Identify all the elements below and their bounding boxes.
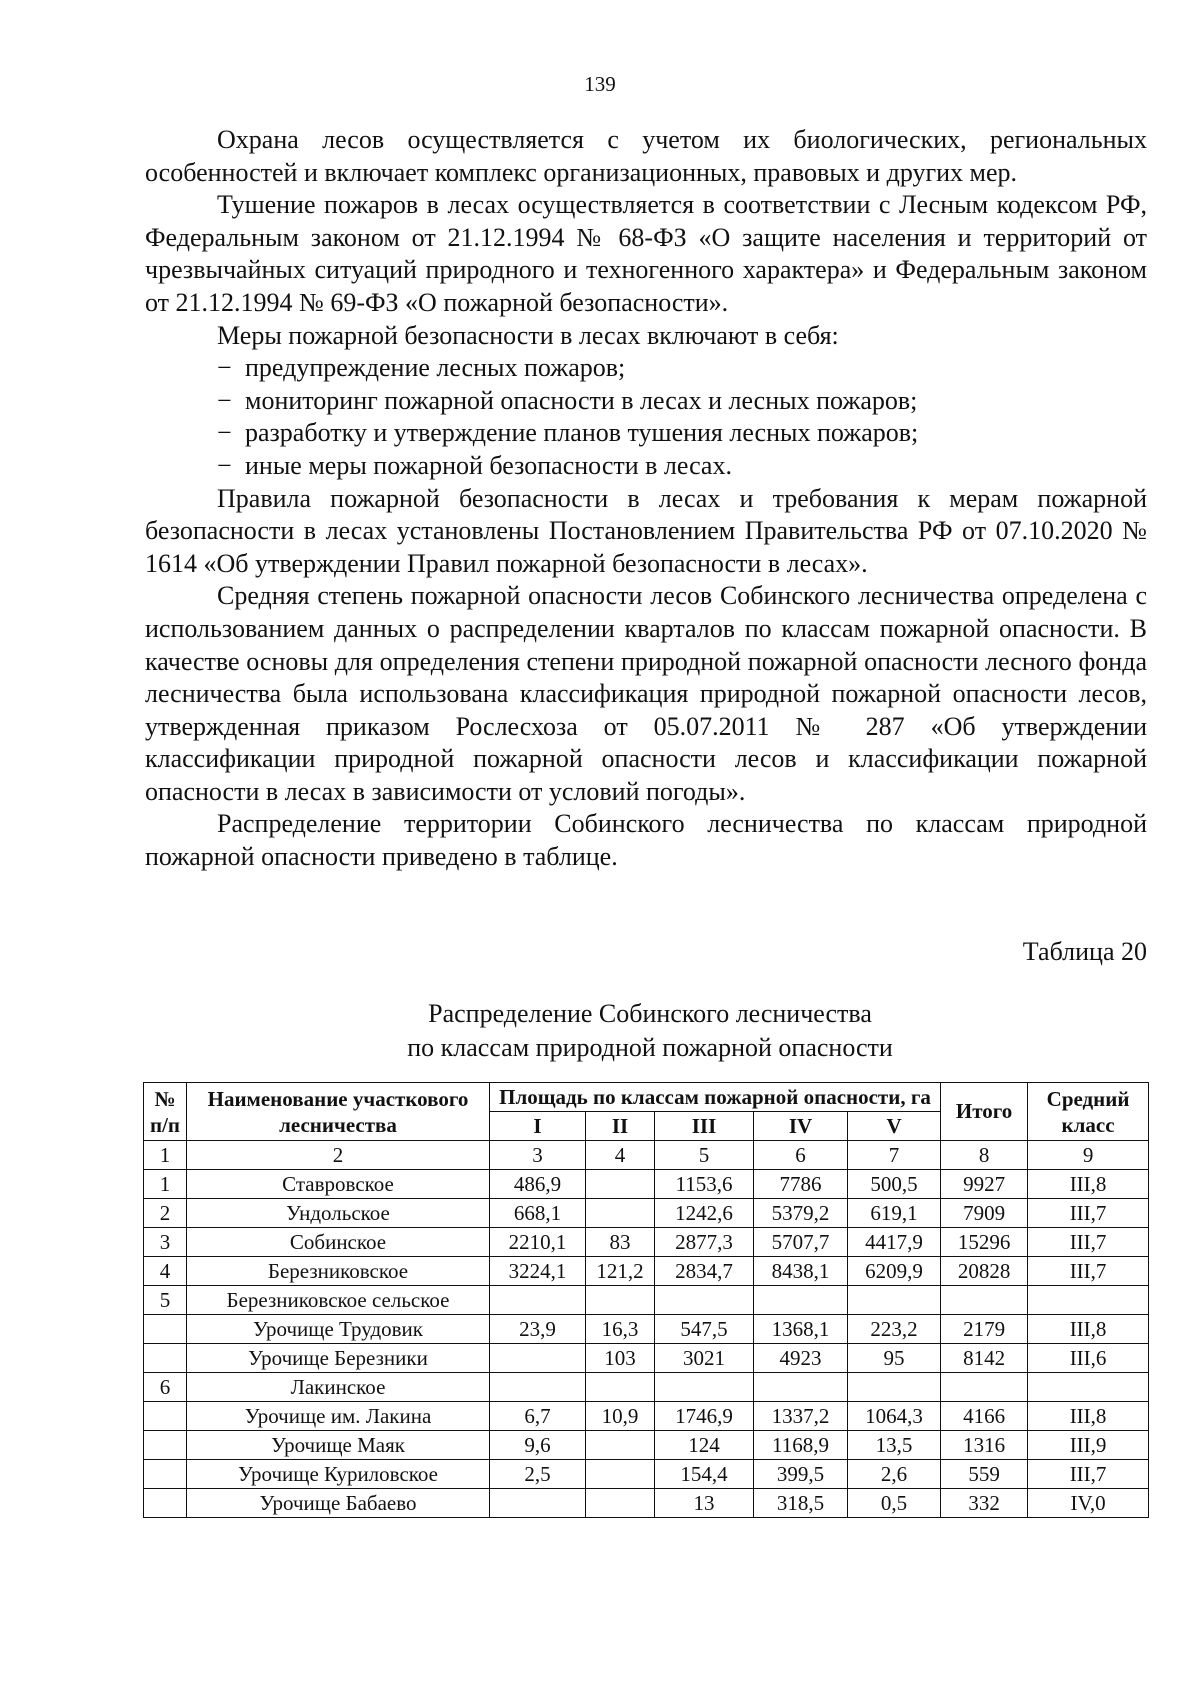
table-row [144,1489,1149,1518]
class-ii-area [586,1373,655,1402]
row-number [144,1460,187,1489]
list-item-text: мониторинг пожарной опасности в лесах и лесных пожаров; [245,385,918,415]
class-iii-area: 1153,6 [655,1170,754,1199]
class-i-area: 2210,1 [490,1228,586,1257]
class-iii-area: 13 [655,1489,754,1518]
table-row [144,1373,1149,1402]
column-number: 1 [144,1141,187,1170]
average-class: III,8 [1028,1315,1149,1344]
table-row [144,1460,1149,1489]
class-iii-area: 547,5 [655,1315,754,1344]
total-area: 332 [941,1489,1028,1518]
list-item-text: предупреждение лесных пожаров; [245,353,626,383]
class-iii-area: 2834,7 [655,1257,754,1286]
average-class [1028,1373,1149,1402]
class-iv-area [754,1373,848,1402]
class-i-area [490,1489,586,1518]
list-item [145,385,1147,418]
class-iii-area: 124 [655,1431,754,1460]
class-iv-area: 7786 [754,1170,848,1199]
paragraph: Правила пожарной безопасности в лесах и требования к мерам пожарной безопасности в лесах установлены Постановлением Правительства РФ от 07.10.2020 № 1614 «Об утверждении Правил пожарной безопасности в лесах». [145,483,1147,578]
forestry-name: Ундольское [187,1199,490,1228]
column-number: 9 [1028,1141,1149,1170]
average-class: III,7 [1028,1199,1149,1228]
paragraph: Охрана лесов осуществляется с учетом их биологических, региональных особенностей и включает комплекс организационных, правовых и других мер. [145,125,1147,187]
class-v-area: 223,2 [848,1315,941,1344]
list-item-text: иные меры пожарной безопасности в лесах. [245,450,732,480]
class-ii-area: 16,3 [586,1315,655,1344]
paragraph: Меры пожарной безопасности в лесах включают в себя: [217,320,839,350]
header-name: Наименование участкового лесничества [187,1083,490,1141]
forestry-name: Урочище Трудовик [187,1315,490,1344]
class-ii-area: 10,9 [586,1402,655,1431]
list-item [145,417,1147,450]
list-item-text: разработку и утверждение планов тушения лесных пожаров; [245,418,919,448]
list-item [145,352,1147,385]
class-v-area: 619,1 [848,1199,941,1228]
class-v-area: 0,5 [848,1489,941,1518]
header-class: I [490,1112,586,1141]
paragraph: Тушение пожаров в лесах осуществляется в соответствии с Лесным кодексом РФ, Федеральным законом от 21.12.1994 № 68-ФЗ «О защите населения и территорий от чрезвычайных ситуаций природного и техногенного характера» и Федеральным законом от 21.12.1994 № 69-ФЗ «О пожарной безопасности». [145,190,1147,317]
class-ii-area [586,1489,655,1518]
class-iv-area: 5707,7 [754,1228,848,1257]
dash-marker: − [217,385,232,415]
total-area: 1316 [941,1431,1028,1460]
table-row [144,1286,1149,1315]
forestry-name: Урочище Березники [187,1344,490,1373]
column-number: 7 [848,1141,941,1170]
total-area: 9927 [941,1170,1028,1199]
fire-measures-list [145,352,1147,482]
class-iii-area [655,1373,754,1402]
class-iv-area: 8438,1 [754,1257,848,1286]
class-i-area: 668,1 [490,1199,586,1228]
table-caption-line: по классам природной пожарной опасности [407,1033,893,1062]
forestry-name: Березниковское [187,1257,490,1286]
class-iv-area: 1168,9 [754,1431,848,1460]
table-header [144,1083,1149,1170]
dash-marker: − [217,450,232,480]
class-ii-area [586,1286,655,1315]
table-body [144,1170,1149,1518]
forestry-name: Урочище им. Лакина [187,1402,490,1431]
total-area: 15296 [941,1228,1028,1257]
class-ii-area [586,1431,655,1460]
table-row [144,1402,1149,1431]
average-class: III,7 [1028,1257,1149,1286]
row-number: 4 [144,1257,187,1286]
class-iii-area: 2877,3 [655,1228,754,1257]
total-area: 559 [941,1460,1028,1489]
class-iii-area: 3021 [655,1344,754,1373]
header-class: V [848,1112,941,1141]
average-class [1028,1286,1149,1315]
total-area: 2179 [941,1315,1028,1344]
row-number [144,1344,187,1373]
total-area: 8142 [941,1344,1028,1373]
forestry-name: Лакинское [187,1373,490,1402]
table-row [144,1170,1149,1199]
class-v-area: 4417,9 [848,1228,941,1257]
table-row [144,1315,1149,1344]
table-row [144,1344,1149,1373]
row-number: 6 [144,1373,187,1402]
class-i-area: 6,7 [490,1402,586,1431]
total-area: 7909 [941,1199,1028,1228]
row-number [144,1402,187,1431]
row-number: 5 [144,1286,187,1315]
forestry-name: Собинское [187,1228,490,1257]
table-row [144,1199,1149,1228]
class-ii-area: 121,2 [586,1257,655,1286]
table-row [144,1431,1149,1460]
class-iv-area: 4923 [754,1344,848,1373]
dash-marker: − [217,353,232,383]
header-class: IV [754,1112,848,1141]
average-class: III,8 [1028,1402,1149,1431]
class-v-area: 6209,9 [848,1257,941,1286]
row-number: 2 [144,1199,187,1228]
table-caption [0,997,1200,1065]
table-row [144,1228,1149,1257]
page-number: 139 [584,72,616,96]
class-ii-area [586,1199,655,1228]
table-label: Таблица 20 [1022,937,1147,966]
row-number: 1 [144,1170,187,1199]
column-number: 8 [941,1141,1028,1170]
class-v-area: 500,5 [848,1170,941,1199]
class-iv-area: 5379,2 [754,1199,848,1228]
class-i-area: 2,5 [490,1460,586,1489]
header-class: III [655,1112,754,1141]
forestry-name: Березниковское сельское [187,1286,490,1315]
table-row [144,1257,1149,1286]
average-class: III,9 [1028,1431,1149,1460]
header-num: № п/п [144,1083,187,1141]
column-number: 4 [586,1141,655,1170]
column-number: 2 [187,1141,490,1170]
class-iv-area: 399,5 [754,1460,848,1489]
class-v-area: 95 [848,1344,941,1373]
header-area: Площадь по классам пожарной опасности, га [490,1083,941,1112]
average-class: IV,0 [1028,1489,1149,1518]
class-iii-area: 1242,6 [655,1199,754,1228]
class-ii-area: 83 [586,1228,655,1257]
forestry-name: Урочище Куриловское [187,1460,490,1489]
row-number: 3 [144,1228,187,1257]
total-area: 20828 [941,1257,1028,1286]
class-iii-area: 154,4 [655,1460,754,1489]
average-class: III,7 [1028,1228,1149,1257]
paragraph: Средняя степень пожарной опасности лесов Собинского лесничества определена с использованием данных о распределении кварталов по классам пожарной опасности. В качестве основы для определения степени природной пожарной опасности лесного фонда лесничества была использована классификация природной пожарной опасности лесов, утвержденная приказом Рослесхоза от 05.07.2011 № 287 «Об утверждении классификации природной пожарной опасности лесов и классификации пожарной опасности в лесах в зависимости от условий погоды». [145,581,1147,806]
class-iv-area: 1368,1 [754,1315,848,1344]
class-i-area [490,1286,586,1315]
class-iv-area [754,1286,848,1315]
class-i-area: 486,9 [490,1170,586,1199]
class-ii-area [586,1460,655,1489]
fire-class-table [143,1082,1149,1518]
row-number [144,1431,187,1460]
class-i-area: 9,6 [490,1431,586,1460]
class-v-area: 13,5 [848,1431,941,1460]
paragraph: Распределение территории Собинского лесничества по классам природной пожарной опасности приведено в таблице. [145,809,1147,872]
average-class: III,8 [1028,1170,1149,1199]
class-v-area: 1064,3 [848,1402,941,1431]
class-i-area: 3224,1 [490,1257,586,1286]
total-area [941,1373,1028,1402]
class-ii-area: 103 [586,1344,655,1373]
total-area [941,1286,1028,1315]
average-class: III,7 [1028,1460,1149,1489]
class-v-area: 2,6 [848,1460,941,1489]
forestry-name: Ставровское [187,1170,490,1199]
forestry-name: Урочище Бабаево [187,1489,490,1518]
class-ii-area [586,1170,655,1199]
list-item [145,450,1147,483]
total-area: 4166 [941,1402,1028,1431]
class-i-area: 23,9 [490,1315,586,1344]
column-number: 5 [655,1141,754,1170]
row-number [144,1315,187,1344]
header-avg: Средний класс [1028,1083,1149,1141]
column-number: 6 [754,1141,848,1170]
body-text [145,124,1147,874]
row-number [144,1489,187,1518]
dash-marker: − [217,418,232,448]
average-class: III,6 [1028,1344,1149,1373]
class-v-area [848,1373,941,1402]
column-number: 3 [490,1141,586,1170]
table-caption-line: Распределение Собинского лесничества [428,999,872,1028]
class-i-area [490,1344,586,1373]
class-iii-area: 1746,9 [655,1402,754,1431]
class-v-area [848,1286,941,1315]
class-i-area [490,1373,586,1402]
class-iii-area [655,1286,754,1315]
class-iv-area: 318,5 [754,1489,848,1518]
header-total: Итого [941,1083,1028,1141]
header-class: II [586,1112,655,1141]
forestry-name: Урочище Маяк [187,1431,490,1460]
class-iv-area: 1337,2 [754,1402,848,1431]
column-number-row [144,1141,1149,1170]
